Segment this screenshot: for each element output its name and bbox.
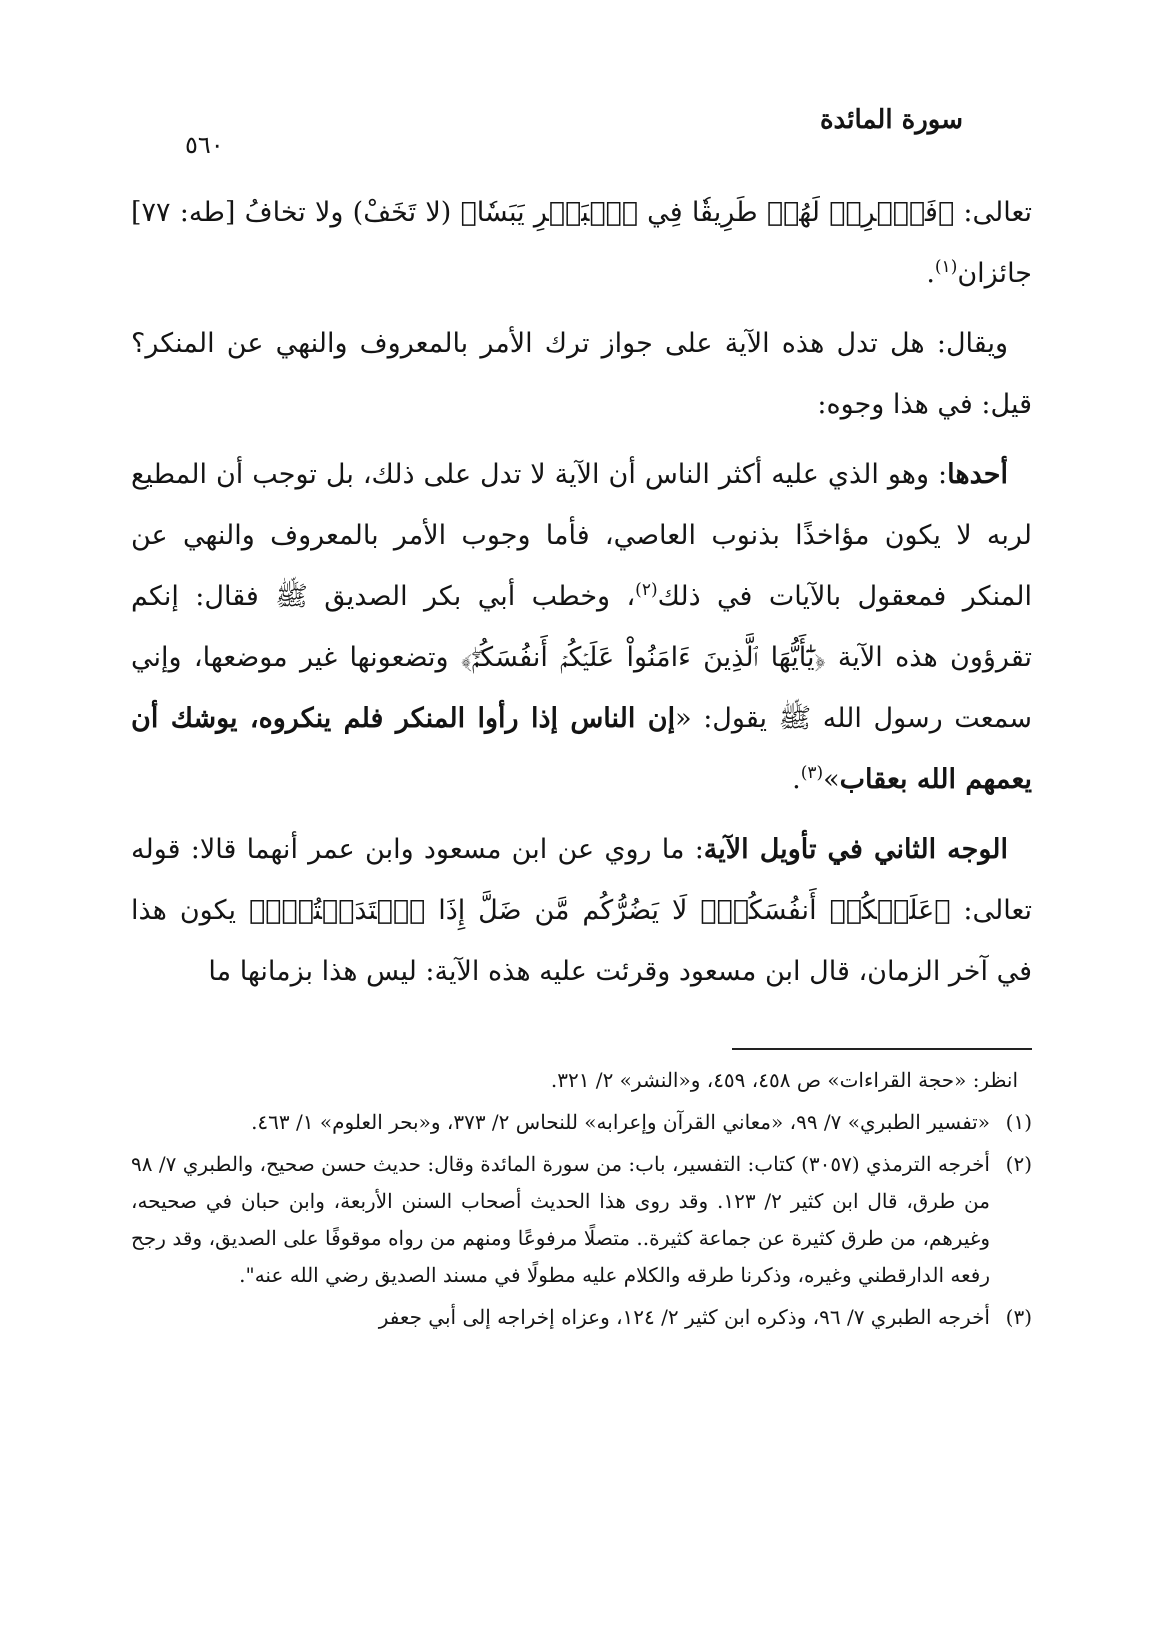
footnote-text: أخرجه الترمذي (٣٠٥٧) كتاب: التفسير، باب: من سورة المائدة وقال: حديث حسن صحيح، والطبري ٧/ ٩٨ من طرق، قال ابن كثير ٢/ ١٢٣. وقد روى هذا الحديث أصحاب السنن الأربعة، وابن حبان في صحيحه، وغيرهم، من طرق كثيرة عن جماعة كثيرة.. متصلًا مرفوعًا ومنهم من رواه موقوفًا على الصديق، وقد رجح رفعه الدارقطني وغيره، وذكرنا طرقه والكلام عليه مطولًا في مسند الصديق رضي الله عنه". — [131, 1152, 990, 1287]
footnote-number: (٢) — [1005, 1152, 1032, 1176]
quote-close: » — [823, 764, 840, 795]
footnote-3 — [131, 1299, 1032, 1336]
footnote-ref-2: (٢) — [635, 580, 658, 600]
footnote-text: «تفسير الطبري» ٧/ ٩٩، «معاني القرآن وإعرابه» للنحاس ٢/ ٣٧٣، و«بحر العلوم» ١/ ٤٦٣. — [251, 1110, 990, 1134]
main-text — [131, 182, 1032, 1011]
footnote-separator — [732, 1048, 1032, 1050]
paragraph-text: : ما روي عن ابن مسعود وابن عمر أنهما قالا: قوله تعالى: ﴿عَلَيۡكُمۡ أَنفُسَكُمۡۖ لَا يَضُرُّكُم مَّن ضَلَّ إِذَا ٱهۡتَدَيۡتُمۡۚ﴾ يكون هذا في آخر الزمان، قال ابن مسعود وقرئت عليه هذه الآية: ليس هذا بزمانها ما — [131, 834, 1032, 987]
page-header — [145, 95, 963, 159]
footnote-ref-1: (١) — [934, 257, 958, 277]
running-title: سورة المائدة — [819, 105, 963, 135]
footnote-number: (١) — [1005, 1110, 1032, 1134]
paragraph-lead: أحدها — [947, 459, 1008, 490]
footnote-ref-3: (٣) — [800, 763, 824, 783]
paragraph-lead: الوجه الثاني في تأويل الآية — [703, 834, 1008, 865]
paragraph-2 — [131, 313, 1032, 435]
paragraph-text: : وهو الذي عليه أكثر الناس أن الآية لا تدل على ذلك، بل توجب أن المطيع لربه لا يكون مؤاخذًا بذنوب العاصي، فأما وجوب الأمر بالمعروف والنهي عن المنكر فمعقول بالآيات في ذلك — [131, 459, 1032, 612]
footnote-number: (٣) — [1005, 1305, 1032, 1329]
paragraph-4 — [131, 819, 1032, 1002]
footnote-2 — [131, 1146, 1032, 1294]
paragraph-text: تعالى: ﴿فَٱضۡرِبۡ لَهُمۡ طَرِيقٗا فِي ٱلۡبَحۡرِ يَبَسٗا﴾ (لا تَخَفْ) ولا تخافُ [طه: ٧٧] جائزان — [131, 197, 1032, 289]
footnote-1 — [131, 1104, 1032, 1141]
paragraph-3 — [131, 444, 1032, 810]
footnote-unnumbered: انظر: «حجة القراءات» ص ٤٥٨، ٤٥٩، و«النشر» ٢/ ٣٢١. — [550, 1068, 1018, 1092]
paragraph-text: ، وخطب أبي بكر الصديق ﷺ فقال: إنكم تقرؤون هذه الآية ﴿يَٰٓأَيُّهَا ٱلَّذِينَ ءَامَنُواْ عَلَيۡكُمۡ أَنفُسَكُمۡۖ﴾ وتضعونها غير موضعها، وإني سمعت رسول الله ﷺ يقول: « — [131, 581, 1033, 734]
paragraph-text: ويقال: هل تدل هذه الآية على جواز ترك الأمر بالمعروف والنهي عن المنكر؟ قيل: في هذا وجوه: — [131, 328, 1032, 420]
footnotes — [131, 1062, 1032, 1341]
paragraph-end: . — [926, 258, 935, 289]
paragraph-1 — [131, 182, 1032, 304]
page-number: ٥٦٠ — [185, 131, 224, 159]
paragraph-end: . — [792, 764, 801, 795]
footnote-text: أخرجه الطبري ٧/ ٩٦، وذكره ابن كثير ٢/ ١٢٤، وعزاه إخراجه إلى أبي جعفر — [378, 1305, 990, 1329]
hadith-quote: إن الناس إذا رأوا المنكر فلم ينكروه، يوشك أن يعمهم الله بعقاب — [131, 703, 1032, 795]
